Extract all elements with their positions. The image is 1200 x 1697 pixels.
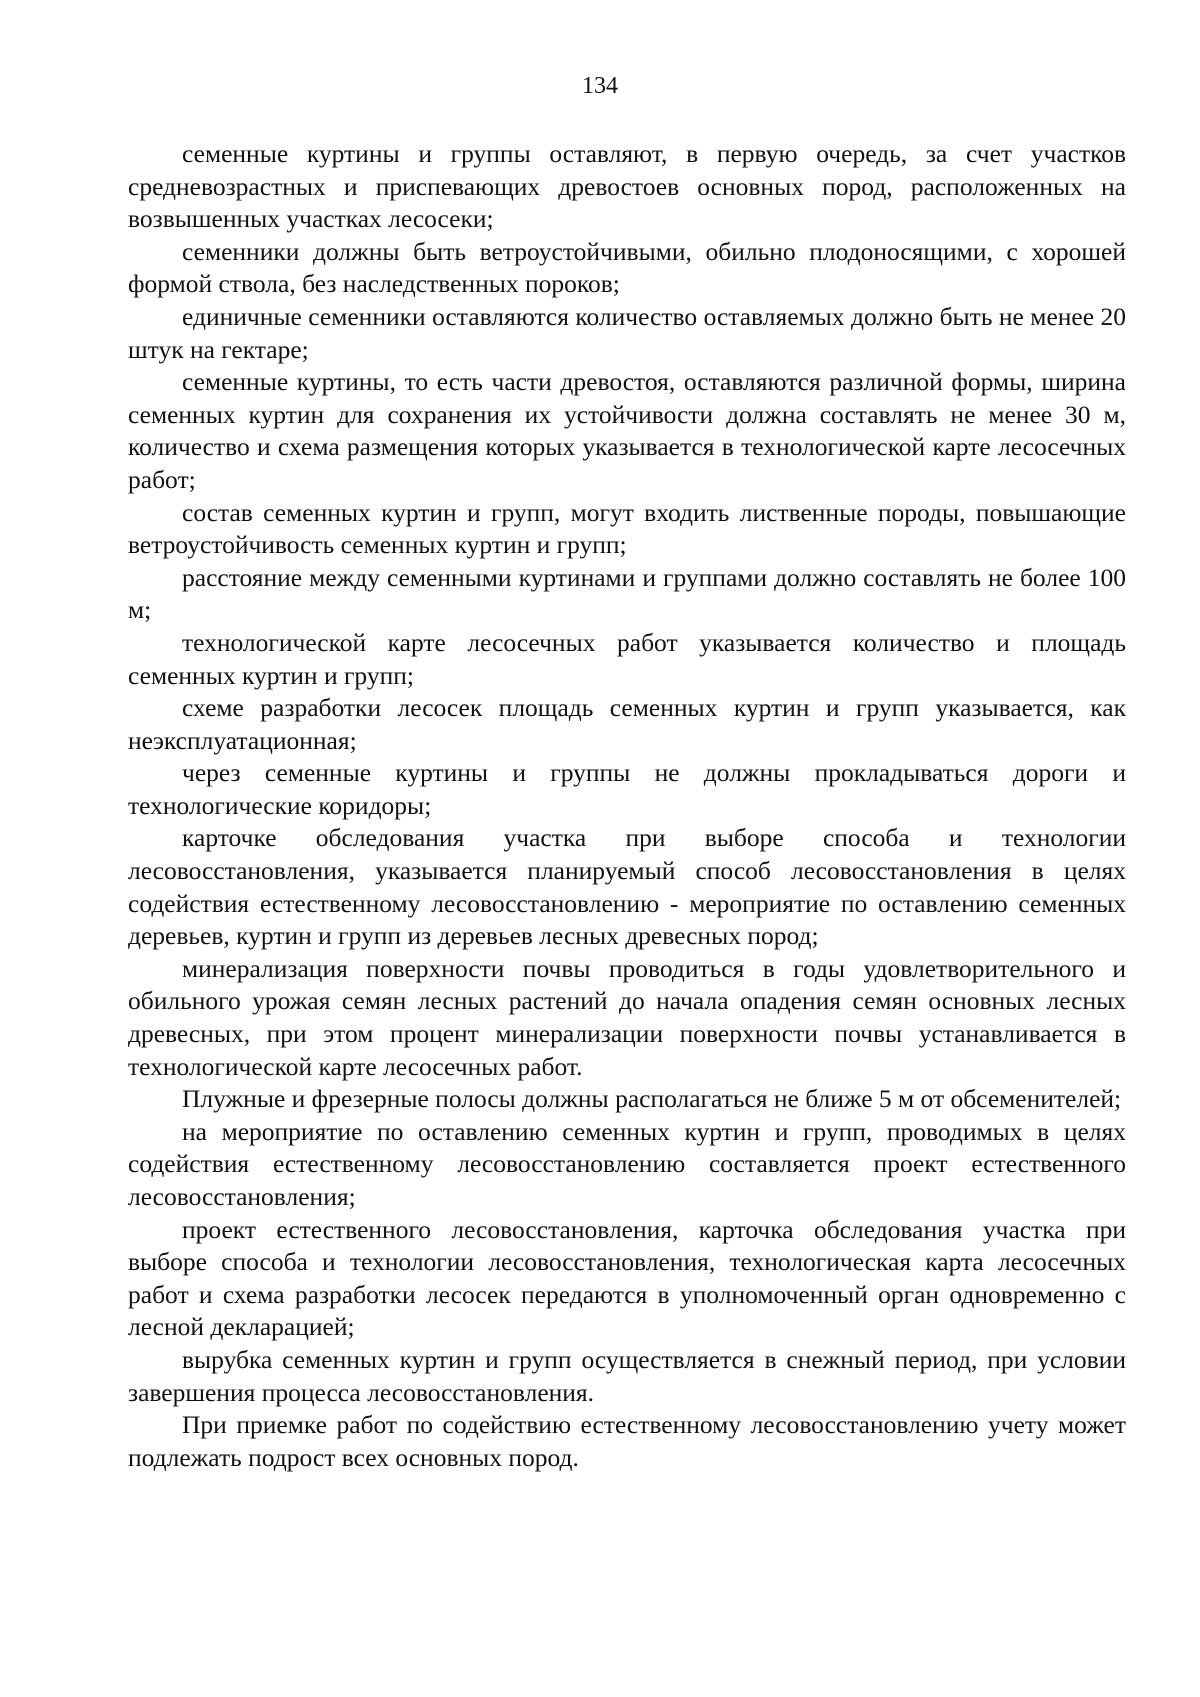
paragraph: семенники должны быть ветроустойчивыми, обильно плодоносящими, с хорошей формой ствола, без наследственных пороков;: [128, 236, 1126, 299]
paragraph: через семенные куртины и группы не должны прокладываться дороги и технологические коридоры;: [128, 758, 1126, 820]
paragraph: минерализация поверхности почвы проводиться в годы удовлетворительного и обильного урожая семян лесных растений до начала опадения семян основных лесных древесных, при этом процент минерализации поверхности почвы устанавливается в технологической карте лесосечных работ.: [128, 953, 1126, 1081]
paragraph: семенные куртины, то есть части древостоя, оставляются различной формы, ширина семенных куртин для сохранения их устойчивости должна составлять не менее 30 м, количество и схема размещения которых указывается в технологической карте лесосечных работ;: [128, 367, 1126, 494]
paragraph: расстояние между семенными куртинами и группами должно составлять не более 100 м;: [128, 562, 1126, 625]
page-number: 134: [582, 73, 618, 99]
paragraph: При приемке работ по содействию естественному лесовосстановлению учету может подлежать подрост всех основных пород.: [128, 1410, 1126, 1472]
paragraph: на мероприятие по оставлению семенных куртин и групп, проводимых в целях содействия естественному лесовосстановлению составляется проект естественного лесовосстановления;: [128, 1116, 1126, 1211]
paragraph: Плужные и фрезерные полосы должны располагаться не ближе 5 м от обсеменителей;: [182, 1084, 1122, 1114]
paragraph: проект естественного лесовосстановления, карточка обследования участка при выборе способа и технологии лесовосстановления, технологическая карта лесосечных работ и схема разработки лесосек передаются в уполномоченный орган одновременно с лесной декларацией;: [128, 1214, 1126, 1342]
paragraph: состав семенных куртин и групп, могут входить лиственные породы, повышающие ветроустойчивость семенных куртин и групп;: [128, 497, 1126, 560]
paragraph: карточке обследования участка при выборе способа и технологии лесовосстановления, указывается планируемый способ лесовосстановления в целях содействия естественному лесовосстановлению - мероприятие по оставлению семенных деревьев, куртин и групп из деревьев лесных древесных пород;: [128, 823, 1126, 951]
paragraph: вырубка семенных куртин и групп осуществляется в снежный период, при условии завершения процесса лесовосстановления.: [128, 1344, 1126, 1407]
paragraph: единичные семенники оставляются количество оставляемых должно быть не менее 20 штук на гектаре;: [128, 301, 1126, 364]
paragraph: семенные куртины и группы оставляют, в первую очередь, за счет участков средневозрастных и приспевающих древостоев основных пород, расположенных на возвышенных участках лесосеки;: [128, 139, 1126, 234]
paragraph: технологической карте лесосечных работ указывается количество и площадь семенных куртин и групп;: [128, 627, 1126, 690]
paragraph: схеме разработки лесосек площадь семенных куртин и групп указывается, как неэксплуатационная;: [128, 693, 1126, 755]
body-text: [128, 138, 1126, 1474]
